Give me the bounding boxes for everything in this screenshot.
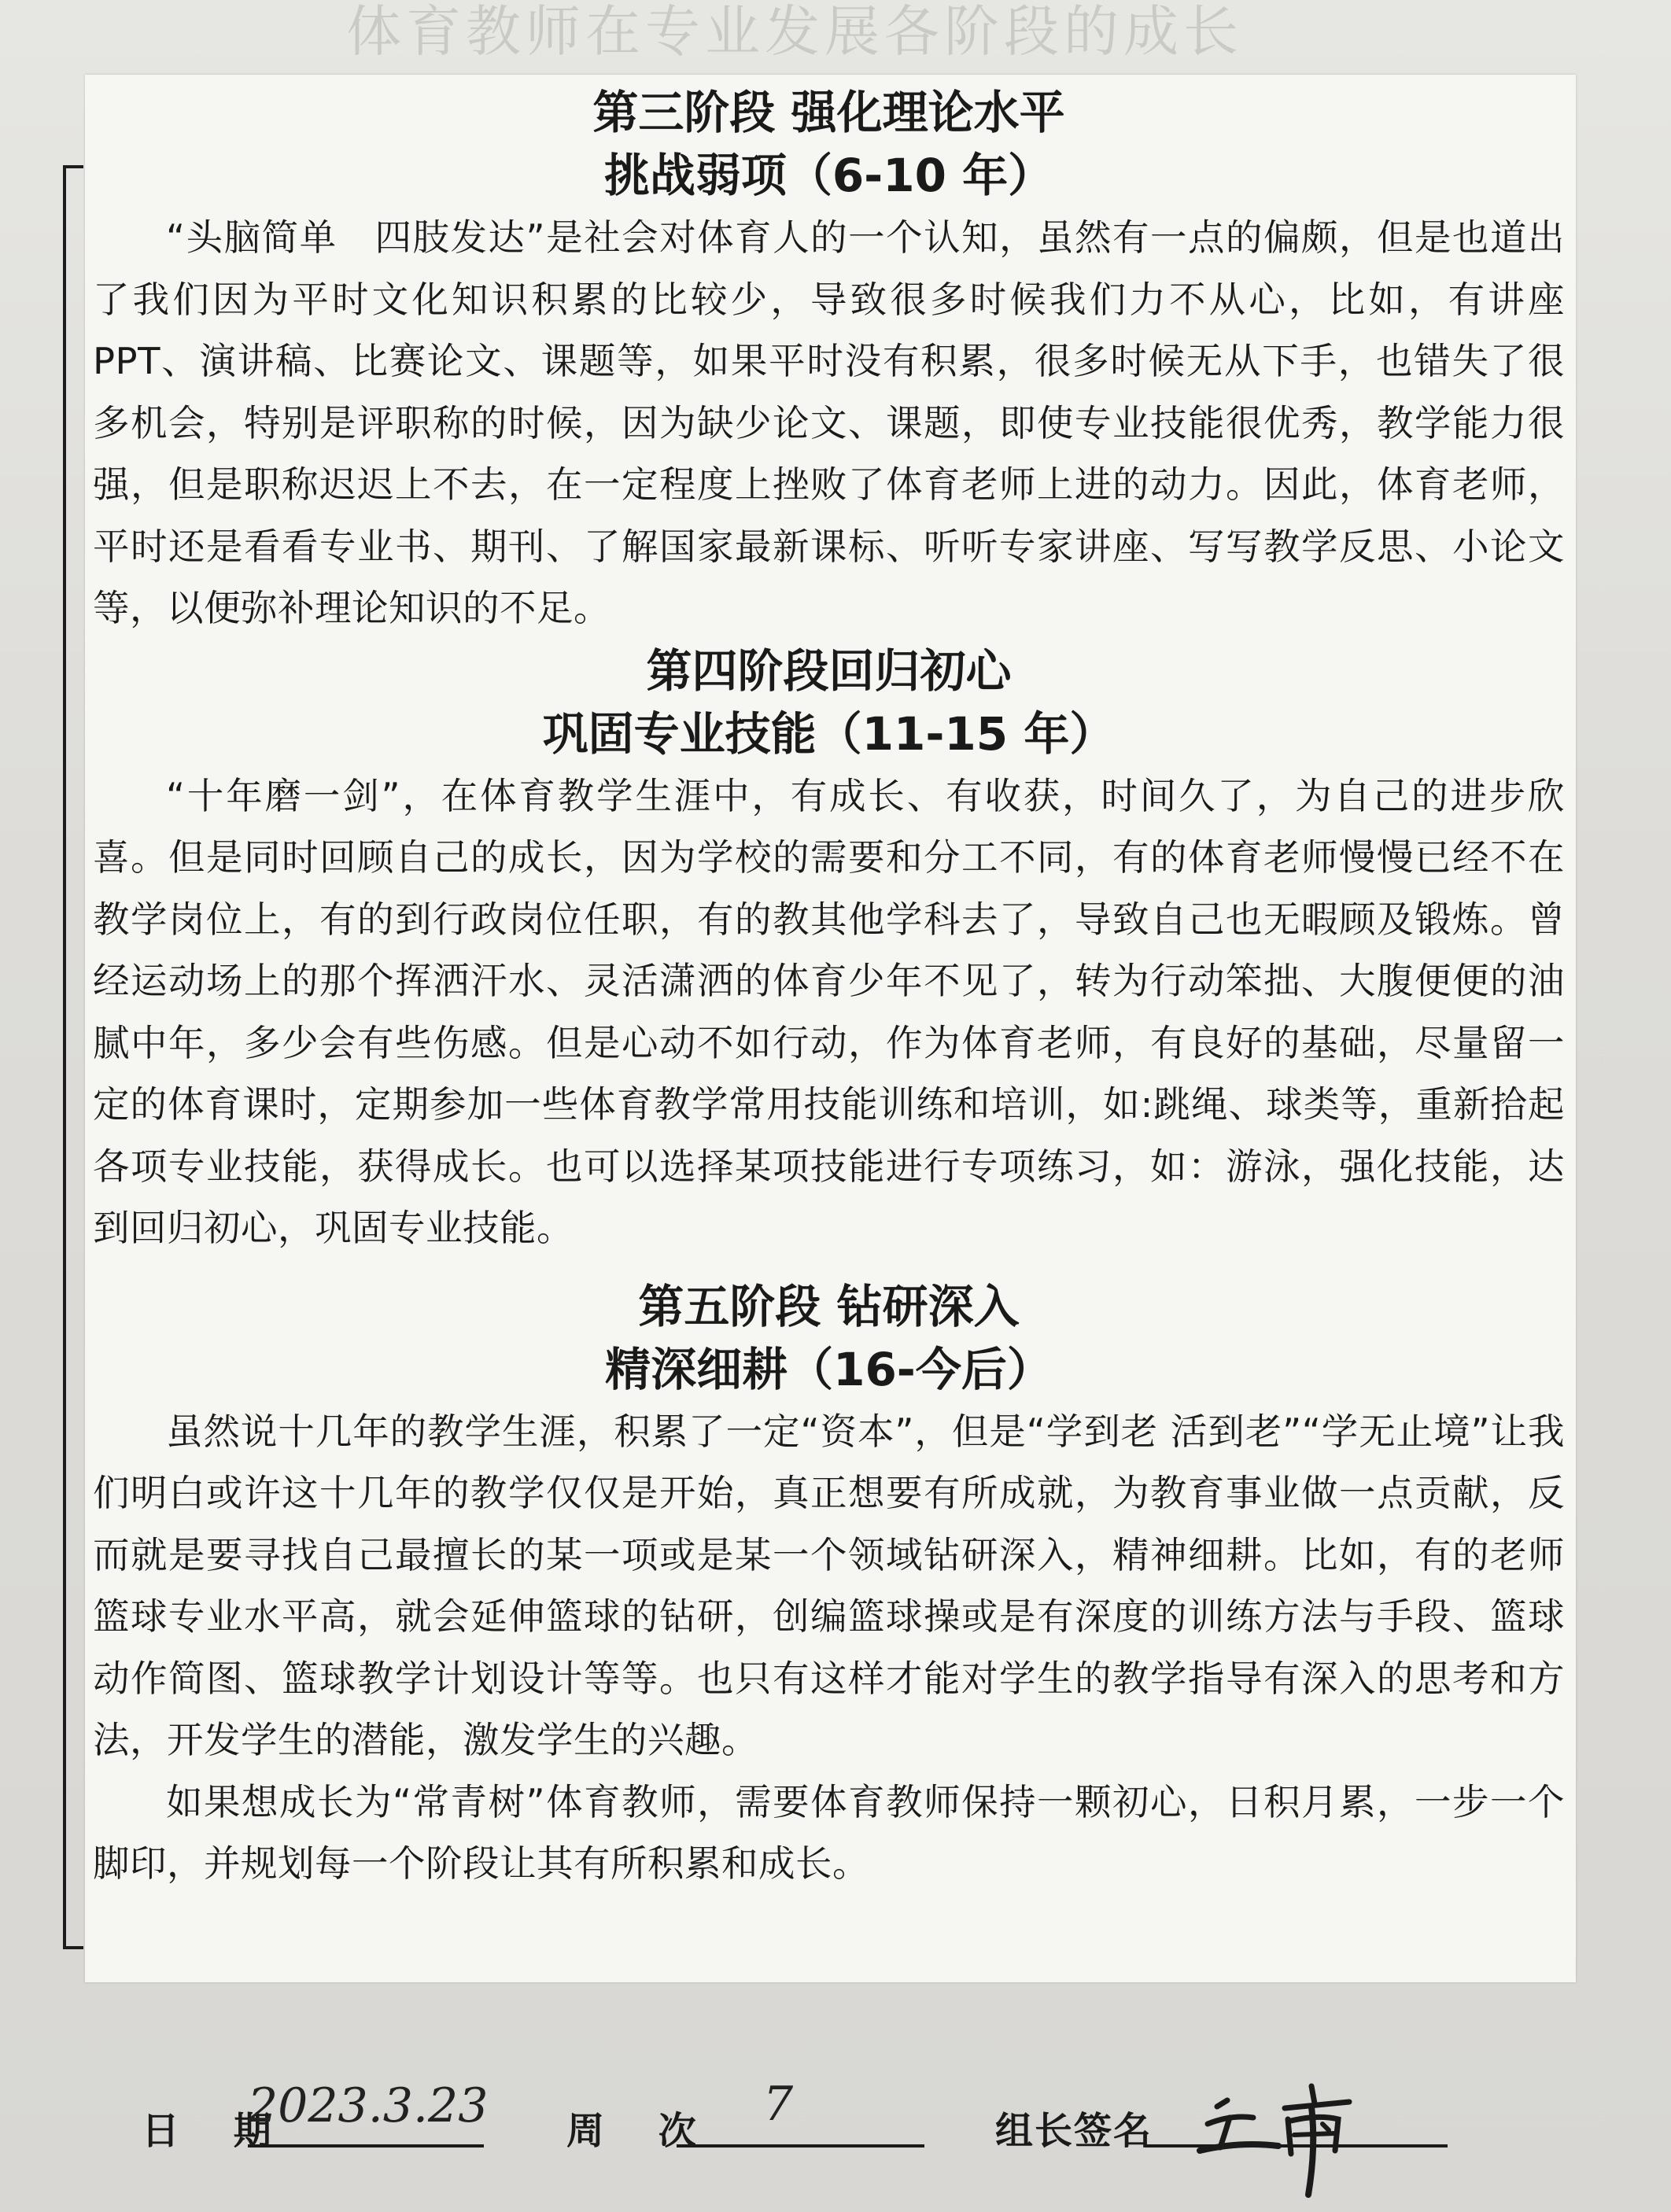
bleed-through-text: 体育教师在专业发展各阶段的成长 bbox=[346, 0, 1243, 63]
week-value: 7 bbox=[763, 2077, 794, 2132]
section-4-title: 第四阶段回归初心 bbox=[646, 643, 1012, 698]
section-3-title: 第三阶段 强化理论水平 bbox=[592, 86, 1065, 139]
signature-label: 组长签名 bbox=[995, 2109, 1153, 2153]
margin-bracket bbox=[63, 165, 83, 1949]
date-label: 日 期 bbox=[142, 2109, 292, 2153]
section-4-paragraph: “十年磨一剑”，在体育教学生涯中，有成长、有收获，时间久了，为自己的进步欣喜。但是同时回顾自己的成长，因为学校的需要和分工不同，有的体育老师慢慢已经不在教学岗位上，有的到行政岗位任职，有的教其他学科去了，导致自己也无暇顾及锻炼。曾经运动场上的那个挥洒汗水、灵活潇洒的体育少年不见了，转为行动笨拙、大腹便便的油腻中年，多少会有些伤感。但是心动不如行动，作为体育老师，有良好的基础，尽量留一定的体育课时，定期参加一些体育教学常用技能训练和培训，如:跳绳、球类等，重新拾起各项专业技能，获得成长。也可以选择某项技能进行专项练习，如：游泳，强化技能，达到回归初心，巩固专业技能。 bbox=[93, 774, 1565, 1249]
section-5-title: 第五阶段 钻研深入 bbox=[638, 1279, 1020, 1333]
section-3-subtitle: 挑战弱项（6-10 年） bbox=[603, 149, 1054, 202]
section-5-subtitle: 精深细耕（16-今后） bbox=[605, 1342, 1053, 1396]
section-5-paragraph-1: 虽然说十几年的教学生涯，积累了一定“资本”，但是“学到老 活到老”“学无止境”让我们明白或许这十几年的教学仅仅是开始，真正想要有所成就，为教育事业做一点贡献，反而就是要寻找自己最擅长的某一项或是某一个领域钻研深入，精神细耕。比如，有的老师篮球专业水平高，就会延伸篮球的钻研，创编篮球操或是有深度的训练方法与手段、篮球动作简图、篮球教学计划设计等等。也只有这样才能对学生的教学指导有深入的思考和方法，开发学生的潜能，激发学生的兴趣。 bbox=[93, 1410, 1565, 1761]
handwritten-signature bbox=[1184, 2069, 1452, 2203]
section-4-subtitle: 巩固专业技能（11-15 年） bbox=[542, 706, 1116, 761]
section-5-paragraph-2: 如果想成长为“常青树”体育教师，需要体育教师保持一颗初心，日积月累，一步一个脚印，并规划每一个阶段让其有所积累和成长。 bbox=[93, 1780, 1565, 1885]
date-underline bbox=[248, 2144, 484, 2147]
date-value: 2023.3.23 bbox=[248, 2078, 489, 2133]
form-footer bbox=[142, 2069, 1479, 2163]
week-underline bbox=[677, 2144, 924, 2147]
section-gap bbox=[93, 1259, 1565, 1275]
week-label: 周 次 bbox=[566, 2109, 717, 2153]
pasted-paper-sheet bbox=[85, 75, 1576, 1982]
section-3-paragraph: “头脑简单 四肢发达”是社会对体育人的一个认知，虽然有一点的偏颇，但是也道出了我们因为平时文化知识积累的比较少，导致很多时候我们力不从心，比如，有讲座 PPT、演讲稿、比赛论文、课题等，如果平时没有积累，很多时候无从下手，也错失了很多机会，特别是评职称的时候，因为缺少论文、课题，即使专业技能很优秀，教学能力很强，但是职称迟迟上不去，在一定程度上挫败了体育老师上进的动力。因此，体育老师，平时还是看看专业书、期刊、了解国家最新课标、听听专家讲座、写写教学反思、小论文等，以便弥补理论知识的不足。 bbox=[93, 216, 1565, 629]
